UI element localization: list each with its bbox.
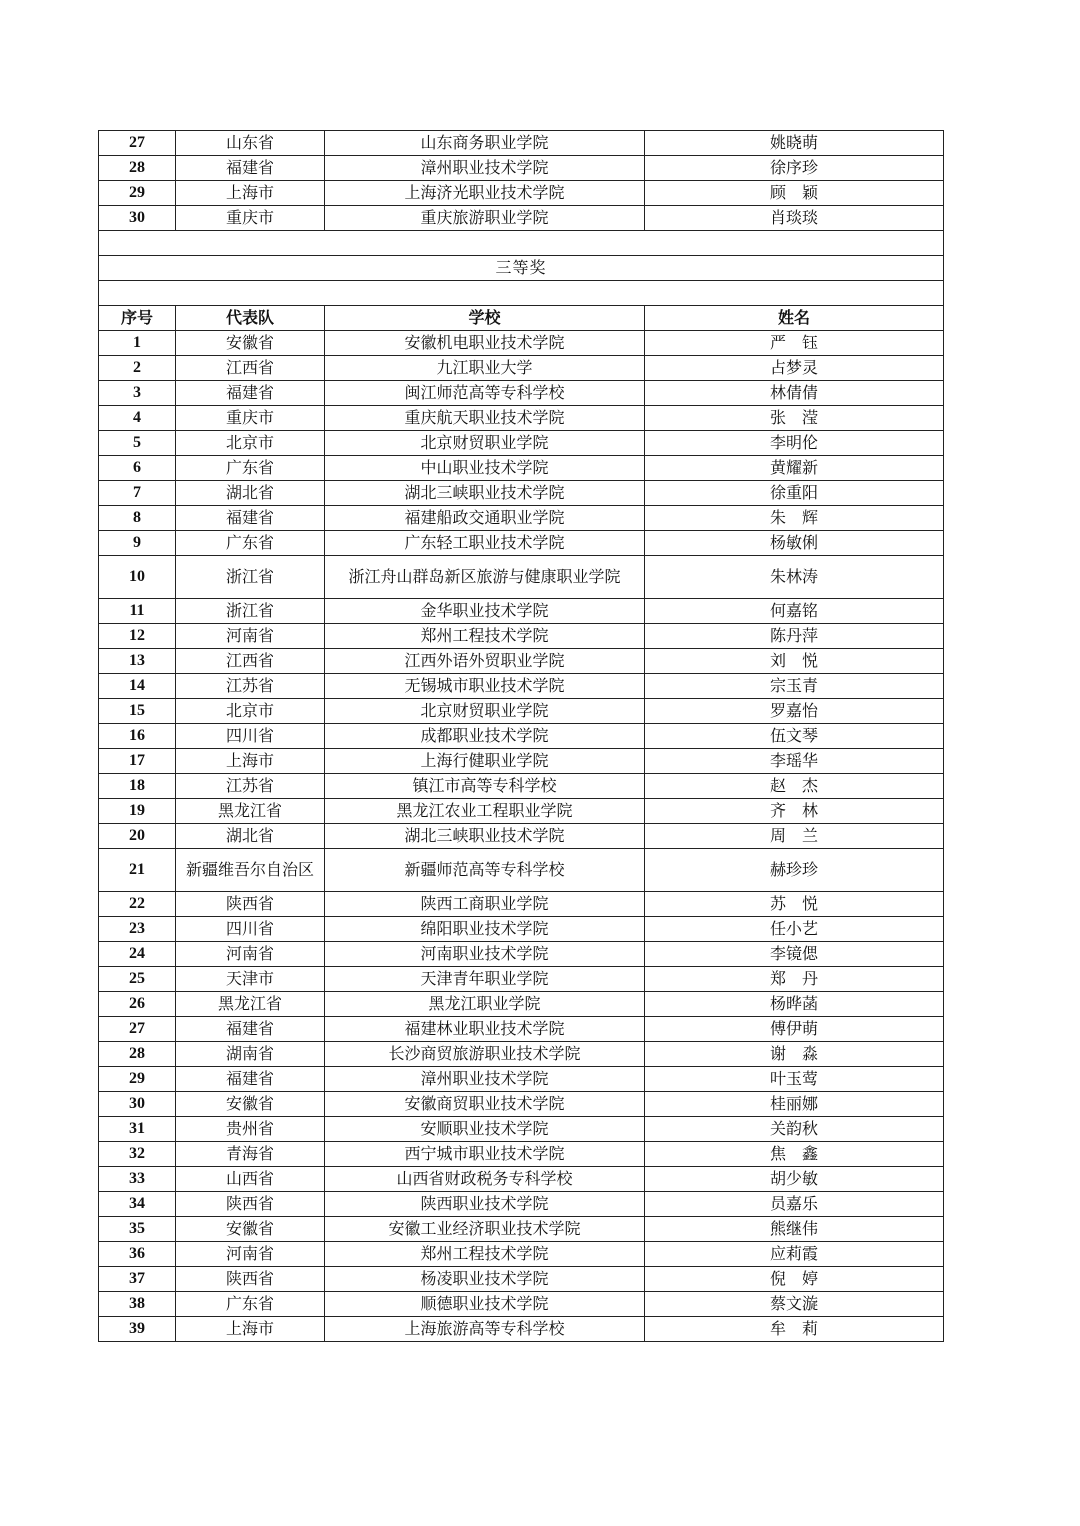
cell-name: 苏 悦 (645, 892, 944, 917)
table-row (99, 624, 944, 649)
cell-team: 安徽省 (176, 331, 325, 356)
table-row (99, 849, 944, 892)
table-row (99, 381, 944, 406)
cell-name: 关韵秋 (645, 1117, 944, 1142)
table-row (99, 774, 944, 799)
cell-school: 金华职业技术学院 (325, 599, 645, 624)
cell-team: 陕西省 (176, 1192, 325, 1217)
cell-name: 宗玉青 (645, 674, 944, 699)
cell-name: 李瑶华 (645, 749, 944, 774)
cell-team: 北京市 (176, 699, 325, 724)
cell-no: 19 (99, 799, 176, 824)
section-title-row (99, 256, 944, 281)
cell-no: 27 (99, 1017, 176, 1042)
cell-no: 20 (99, 824, 176, 849)
cell-name: 顾 颖 (645, 181, 944, 206)
cell-name: 赵 杰 (645, 774, 944, 799)
cell-school: 陕西职业技术学院 (325, 1192, 645, 1217)
cell-school: 山西省财政税务专科学校 (325, 1167, 645, 1192)
cell-team: 浙江省 (176, 599, 325, 624)
cell-no: 15 (99, 699, 176, 724)
cell-name: 员嘉乐 (645, 1192, 944, 1217)
header-name: 姓名 (645, 306, 944, 331)
cell-school: 郑州工程技术学院 (325, 624, 645, 649)
table-row (99, 1242, 944, 1267)
cell-school: 天津青年职业学院 (325, 967, 645, 992)
cell-school: 北京财贸职业学院 (325, 699, 645, 724)
cell-no: 17 (99, 749, 176, 774)
cell-team: 北京市 (176, 431, 325, 456)
cell-no: 23 (99, 917, 176, 942)
cell-team: 江西省 (176, 356, 325, 381)
cell-team: 上海市 (176, 1317, 325, 1342)
cell-school: 重庆旅游职业学院 (325, 206, 645, 231)
cell-team: 安徽省 (176, 1217, 325, 1242)
table-row (99, 824, 944, 849)
cell-name: 胡少敏 (645, 1167, 944, 1192)
cell-no: 37 (99, 1267, 176, 1292)
table-row (99, 531, 944, 556)
cell-no: 29 (99, 181, 176, 206)
table-row (99, 406, 944, 431)
cell-team: 黑龙江省 (176, 992, 325, 1017)
cell-no: 28 (99, 1042, 176, 1067)
cell-team: 江西省 (176, 649, 325, 674)
cell-name: 齐 林 (645, 799, 944, 824)
cell-no: 39 (99, 1317, 176, 1342)
table-row (99, 1217, 944, 1242)
cell-team: 上海市 (176, 181, 325, 206)
table-row (99, 649, 944, 674)
cell-no: 24 (99, 942, 176, 967)
cell-school: 上海济光职业技术学院 (325, 181, 645, 206)
cell-no: 14 (99, 674, 176, 699)
table-row (99, 1017, 944, 1042)
award-list-sheet (98, 130, 943, 1342)
cell-team: 重庆市 (176, 206, 325, 231)
cell-school: 绵阳职业技术学院 (325, 917, 645, 942)
cell-school: 漳州职业技术学院 (325, 1067, 645, 1092)
cell-team: 广东省 (176, 531, 325, 556)
cell-name: 赫珍珍 (645, 849, 944, 892)
table-row (99, 799, 944, 824)
cell-team: 天津市 (176, 967, 325, 992)
cell-no: 34 (99, 1192, 176, 1217)
cell-no: 4 (99, 406, 176, 431)
cell-no: 10 (99, 556, 176, 599)
cell-school: 长沙商贸旅游职业技术学院 (325, 1042, 645, 1067)
cell-name: 伍文琴 (645, 724, 944, 749)
cell-name: 罗嘉怡 (645, 699, 944, 724)
header-row (99, 306, 944, 331)
cell-no: 12 (99, 624, 176, 649)
cell-name: 郑 丹 (645, 967, 944, 992)
cell-school: 安顺职业技术学院 (325, 1117, 645, 1142)
cell-no: 16 (99, 724, 176, 749)
table-row (99, 456, 944, 481)
cell-team: 湖南省 (176, 1042, 325, 1067)
table-row (99, 556, 944, 599)
cell-school: 河南职业技术学院 (325, 942, 645, 967)
cell-no: 3 (99, 381, 176, 406)
table-row (99, 431, 944, 456)
cell-name: 周 兰 (645, 824, 944, 849)
cell-no: 30 (99, 1092, 176, 1117)
cell-name: 李明伦 (645, 431, 944, 456)
cell-name: 张 滢 (645, 406, 944, 431)
cell-name: 杨敏俐 (645, 531, 944, 556)
cell-name: 焦 鑫 (645, 1142, 944, 1167)
cell-name: 牟 莉 (645, 1317, 944, 1342)
award-table (98, 130, 944, 1342)
cell-team: 江苏省 (176, 774, 325, 799)
cell-team: 广东省 (176, 456, 325, 481)
table-row (99, 1292, 944, 1317)
cell-school: 郑州工程技术学院 (325, 1242, 645, 1267)
cell-team: 安徽省 (176, 1092, 325, 1117)
table-row (99, 942, 944, 967)
blank-row (99, 231, 944, 256)
cell-no: 33 (99, 1167, 176, 1192)
cell-school: 福建林业职业技术学院 (325, 1017, 645, 1042)
table-row (99, 967, 944, 992)
cell-name: 徐重阳 (645, 481, 944, 506)
cell-no: 5 (99, 431, 176, 456)
cell-name: 叶玉莺 (645, 1067, 944, 1092)
cell-team: 福建省 (176, 156, 325, 181)
cell-school: 顺德职业技术学院 (325, 1292, 645, 1317)
cell-name: 刘 悦 (645, 649, 944, 674)
cell-name: 蔡文漩 (645, 1292, 944, 1317)
cell-no: 35 (99, 1217, 176, 1242)
cell-school: 杨凌职业技术学院 (325, 1267, 645, 1292)
cell-school: 山东商务职业学院 (325, 131, 645, 156)
cell-school: 北京财贸职业学院 (325, 431, 645, 456)
cell-no: 36 (99, 1242, 176, 1267)
table-row (99, 506, 944, 531)
cell-name: 熊继伟 (645, 1217, 944, 1242)
cell-school: 陕西工商职业学院 (325, 892, 645, 917)
table-row (99, 1167, 944, 1192)
section-divider (99, 231, 944, 331)
cell-team: 湖北省 (176, 481, 325, 506)
table-row (99, 674, 944, 699)
cell-team: 四川省 (176, 917, 325, 942)
cell-team: 黑龙江省 (176, 799, 325, 824)
cell-school: 黑龙江职业学院 (325, 992, 645, 1017)
cell-school: 无锡城市职业技术学院 (325, 674, 645, 699)
cell-no: 2 (99, 356, 176, 381)
table-row (99, 724, 944, 749)
table-row (99, 181, 944, 206)
cell-no: 8 (99, 506, 176, 531)
header-team: 代表队 (176, 306, 325, 331)
table-row (99, 892, 944, 917)
table-row (99, 699, 944, 724)
cell-no: 27 (99, 131, 176, 156)
cell-name: 肖琰琰 (645, 206, 944, 231)
cell-no: 1 (99, 331, 176, 356)
cell-name: 朱林涛 (645, 556, 944, 599)
cell-team: 山西省 (176, 1167, 325, 1192)
section-title: 三等奖 (99, 256, 944, 281)
cell-no: 38 (99, 1292, 176, 1317)
cell-name: 谢 淼 (645, 1042, 944, 1067)
cell-team: 河南省 (176, 624, 325, 649)
cell-no: 22 (99, 892, 176, 917)
header-school: 学校 (325, 306, 645, 331)
cell-no: 32 (99, 1142, 176, 1167)
cell-no: 11 (99, 599, 176, 624)
cell-no: 30 (99, 206, 176, 231)
cell-school: 镇江市高等专科学校 (325, 774, 645, 799)
cell-name: 李镜偲 (645, 942, 944, 967)
cell-team: 重庆市 (176, 406, 325, 431)
cell-team: 福建省 (176, 506, 325, 531)
cell-no: 9 (99, 531, 176, 556)
cell-school: 成都职业技术学院 (325, 724, 645, 749)
cell-team: 湖北省 (176, 824, 325, 849)
table-row (99, 1092, 944, 1117)
table-row (99, 749, 944, 774)
cell-name: 任小艺 (645, 917, 944, 942)
table-row (99, 481, 944, 506)
cell-school: 中山职业技术学院 (325, 456, 645, 481)
cell-school: 上海旅游高等专科学校 (325, 1317, 645, 1342)
cell-team: 四川省 (176, 724, 325, 749)
cell-school: 安徽商贸职业技术学院 (325, 1092, 645, 1117)
cell-school: 安徽机电职业技术学院 (325, 331, 645, 356)
cell-school: 闽江师范高等专科学校 (325, 381, 645, 406)
cell-name: 倪 婷 (645, 1267, 944, 1292)
cell-name: 姚晓萌 (645, 131, 944, 156)
cell-team: 福建省 (176, 1067, 325, 1092)
cell-team: 江苏省 (176, 674, 325, 699)
cell-no: 26 (99, 992, 176, 1017)
cell-no: 13 (99, 649, 176, 674)
header-no: 序号 (99, 306, 176, 331)
table-row (99, 1067, 944, 1092)
cell-school: 广东轻工职业技术学院 (325, 531, 645, 556)
third-prize-rows (99, 331, 944, 1342)
table-row (99, 1317, 944, 1342)
cell-name: 朱 辉 (645, 506, 944, 531)
cell-school: 漳州职业技术学院 (325, 156, 645, 181)
table-row (99, 131, 944, 156)
cell-school: 安徽工业经济职业技术学院 (325, 1217, 645, 1242)
cell-name: 林倩倩 (645, 381, 944, 406)
cell-name: 傅伊萌 (645, 1017, 944, 1042)
cell-school: 浙江舟山群岛新区旅游与健康职业学院 (325, 556, 645, 599)
cell-team: 河南省 (176, 1242, 325, 1267)
cell-name: 陈丹萍 (645, 624, 944, 649)
cell-name: 占梦灵 (645, 356, 944, 381)
cell-no: 21 (99, 849, 176, 892)
cell-name: 黄耀新 (645, 456, 944, 481)
cell-name: 严 钰 (645, 331, 944, 356)
cell-school: 上海行健职业学院 (325, 749, 645, 774)
cell-name: 徐序珍 (645, 156, 944, 181)
table-row (99, 331, 944, 356)
second-prize-tail-rows (99, 131, 944, 231)
cell-no: 31 (99, 1117, 176, 1142)
cell-team: 陕西省 (176, 1267, 325, 1292)
cell-name: 应莉霞 (645, 1242, 944, 1267)
table-row (99, 917, 944, 942)
table-row (99, 992, 944, 1017)
cell-team: 福建省 (176, 381, 325, 406)
cell-school: 福建船政交通职业学院 (325, 506, 645, 531)
cell-team: 广东省 (176, 1292, 325, 1317)
cell-no: 29 (99, 1067, 176, 1092)
cell-team: 福建省 (176, 1017, 325, 1042)
blank-row (99, 281, 944, 306)
cell-team: 新疆维吾尔自治区 (176, 849, 325, 892)
cell-school: 西宁城市职业技术学院 (325, 1142, 645, 1167)
table-row (99, 356, 944, 381)
cell-team: 河南省 (176, 942, 325, 967)
cell-name: 桂丽娜 (645, 1092, 944, 1117)
table-row (99, 1267, 944, 1292)
cell-team: 贵州省 (176, 1117, 325, 1142)
cell-school: 江西外语外贸职业学院 (325, 649, 645, 674)
table-row (99, 1117, 944, 1142)
table-row (99, 599, 944, 624)
table-row (99, 206, 944, 231)
cell-name: 杨晔菡 (645, 992, 944, 1017)
cell-school: 新疆师范高等专科学校 (325, 849, 645, 892)
cell-school: 湖北三峡职业技术学院 (325, 481, 645, 506)
cell-school: 重庆航天职业技术学院 (325, 406, 645, 431)
cell-team: 山东省 (176, 131, 325, 156)
cell-name: 何嘉铭 (645, 599, 944, 624)
cell-team: 浙江省 (176, 556, 325, 599)
cell-no: 6 (99, 456, 176, 481)
table-row (99, 1192, 944, 1217)
cell-school: 湖北三峡职业技术学院 (325, 824, 645, 849)
cell-no: 28 (99, 156, 176, 181)
table-row (99, 1042, 944, 1067)
cell-team: 青海省 (176, 1142, 325, 1167)
cell-no: 18 (99, 774, 176, 799)
cell-school: 黑龙江农业工程职业学院 (325, 799, 645, 824)
cell-no: 7 (99, 481, 176, 506)
cell-school: 九江职业大学 (325, 356, 645, 381)
table-row (99, 156, 944, 181)
cell-team: 陕西省 (176, 892, 325, 917)
cell-no: 25 (99, 967, 176, 992)
cell-team: 上海市 (176, 749, 325, 774)
table-row (99, 1142, 944, 1167)
